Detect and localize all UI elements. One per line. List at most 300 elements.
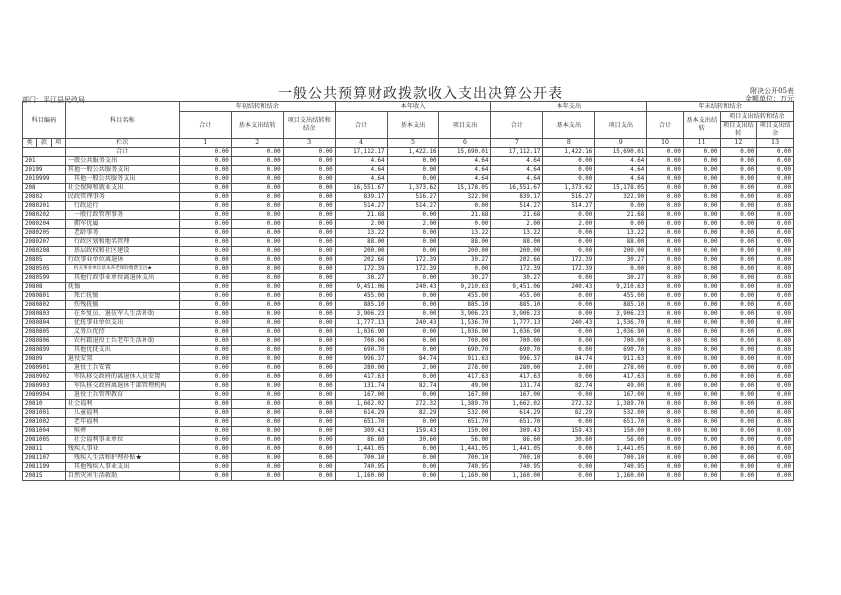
amount-cell: 0.00 bbox=[543, 391, 595, 400]
amount-cell: 0.00 bbox=[387, 166, 439, 175]
col-no: 8 bbox=[543, 139, 595, 148]
amount-cell: 0.00 bbox=[439, 220, 491, 229]
amount-cell: 0.00 bbox=[757, 184, 794, 193]
amount-cell: 0.00 bbox=[720, 454, 757, 463]
amount-cell: 200.00 bbox=[335, 247, 387, 256]
amount-cell: 0.00 bbox=[683, 346, 720, 355]
amount-cell: 0.00 bbox=[647, 166, 684, 175]
amount-cell: 0.00 bbox=[231, 427, 283, 436]
amount-cell: 0.00 bbox=[543, 247, 595, 256]
amount-cell: 0.00 bbox=[231, 166, 283, 175]
amount-cell: 159.43 bbox=[387, 427, 439, 436]
amount-cell: 0.00 bbox=[231, 175, 283, 184]
amount-cell: 0.00 bbox=[720, 337, 757, 346]
amount-cell: 0.00 bbox=[283, 391, 335, 400]
amount-cell: 0.00 bbox=[683, 211, 720, 220]
amount-cell: 0.00 bbox=[283, 202, 335, 211]
subject-code: 20802 bbox=[23, 193, 66, 202]
amount-cell: 240.43 bbox=[543, 283, 595, 292]
table-row bbox=[23, 427, 794, 436]
amount-cell: 0.00 bbox=[757, 292, 794, 301]
amount-cell: 740.95 bbox=[335, 463, 387, 472]
amount-cell: 417.63 bbox=[335, 373, 387, 382]
subject-code: 2080805 bbox=[23, 328, 66, 337]
amount-cell: 0.00 bbox=[283, 229, 335, 238]
amount-cell: 0.00 bbox=[757, 193, 794, 202]
amount-cell: 0.00 bbox=[231, 445, 283, 454]
amount-cell: 0.00 bbox=[231, 409, 283, 418]
amount-cell: 309.43 bbox=[491, 427, 543, 436]
total-cell: 15,690.01 bbox=[439, 148, 491, 157]
header-start-project: 项目支出结转和结余 bbox=[283, 112, 335, 139]
col-no: 5 bbox=[387, 139, 439, 148]
subject-code: 2080208 bbox=[23, 247, 66, 256]
subject-code: 20805 bbox=[23, 256, 66, 265]
amount-cell: 0.00 bbox=[543, 472, 595, 481]
amount-cell: 1,777.13 bbox=[491, 319, 543, 328]
amount-cell: 13.22 bbox=[335, 229, 387, 238]
amount-cell: 49.00 bbox=[595, 382, 647, 391]
amount-cell: 0.00 bbox=[757, 409, 794, 418]
amount-cell: 0.00 bbox=[683, 301, 720, 310]
amount-cell: 0.00 bbox=[683, 436, 720, 445]
header-code: 科目编码 bbox=[23, 102, 66, 139]
amount-cell: 30.27 bbox=[595, 256, 647, 265]
subject-name: 行政运行 bbox=[65, 202, 179, 211]
amount-cell: 0.00 bbox=[543, 346, 595, 355]
amount-cell: 0.00 bbox=[179, 382, 231, 391]
table-row bbox=[23, 319, 794, 328]
amount-cell: 0.00 bbox=[179, 373, 231, 382]
amount-cell: 240.43 bbox=[387, 283, 439, 292]
amount-cell: 0.00 bbox=[179, 220, 231, 229]
amount-cell: 0.00 bbox=[647, 211, 684, 220]
amount-cell: 159.43 bbox=[543, 427, 595, 436]
amount-cell: 700.10 bbox=[491, 454, 543, 463]
amount-cell: 240.43 bbox=[543, 319, 595, 328]
table-row bbox=[23, 436, 794, 445]
amount-cell: 0.00 bbox=[179, 256, 231, 265]
amount-cell: 167.00 bbox=[335, 391, 387, 400]
amount-cell: 0.00 bbox=[683, 184, 720, 193]
table-row bbox=[23, 373, 794, 382]
subject-name: 优抚事业单位支出 bbox=[65, 319, 179, 328]
amount-cell: 167.00 bbox=[491, 391, 543, 400]
amount-cell: 0.00 bbox=[757, 382, 794, 391]
amount-cell: 4.64 bbox=[491, 175, 543, 184]
amount-cell: 0.00 bbox=[179, 364, 231, 373]
amount-cell: 0.00 bbox=[231, 256, 283, 265]
amount-cell: 0.00 bbox=[647, 328, 684, 337]
table-row bbox=[23, 265, 794, 274]
amount-cell: 885.10 bbox=[335, 301, 387, 310]
subject-code: 2080899 bbox=[23, 346, 66, 355]
amount-cell: 0.00 bbox=[720, 265, 757, 274]
amount-cell: 88.00 bbox=[595, 238, 647, 247]
amount-cell: 0.00 bbox=[231, 220, 283, 229]
amount-cell: 322.90 bbox=[595, 193, 647, 202]
subject-code: 20808 bbox=[23, 283, 66, 292]
amount-cell: 0.00 bbox=[683, 193, 720, 202]
amount-cell: 0.00 bbox=[757, 220, 794, 229]
amount-cell: 651.70 bbox=[439, 418, 491, 427]
amount-cell: 0.00 bbox=[179, 391, 231, 400]
amount-cell: 0.00 bbox=[757, 355, 794, 364]
amount-cell: 0.00 bbox=[387, 238, 439, 247]
amount-cell: 514.27 bbox=[543, 202, 595, 211]
amount-cell: 0.00 bbox=[720, 391, 757, 400]
amount-cell: 455.00 bbox=[491, 292, 543, 301]
subject-code: 2080802 bbox=[23, 301, 66, 310]
subject-name: 军队移交政府的离退休人员安置 bbox=[65, 373, 179, 382]
amount-cell: 0.00 bbox=[647, 157, 684, 166]
amount-cell: 0.00 bbox=[231, 418, 283, 427]
table-row bbox=[23, 193, 794, 202]
amount-cell: 0.00 bbox=[179, 337, 231, 346]
amount-cell: 1,160.00 bbox=[335, 472, 387, 481]
amount-cell: 651.70 bbox=[491, 418, 543, 427]
amount-cell: 0.00 bbox=[387, 292, 439, 301]
amount-cell: 651.70 bbox=[595, 418, 647, 427]
subject-name: 义务兵优待 bbox=[65, 328, 179, 337]
subject-name: 在乡复员、退伍军人生活补助 bbox=[65, 310, 179, 319]
table-row bbox=[23, 346, 794, 355]
subject-code: 2080201 bbox=[23, 202, 66, 211]
amount-cell: 1,662.02 bbox=[335, 400, 387, 409]
subject-code: 2080599 bbox=[23, 274, 66, 283]
subject-name: 儿童福利 bbox=[65, 409, 179, 418]
amount-cell: 172.39 bbox=[387, 265, 439, 274]
total-cell: 0.00 bbox=[683, 148, 720, 157]
amount-cell: 0.00 bbox=[179, 193, 231, 202]
table-row bbox=[23, 472, 794, 481]
amount-cell: 0.00 bbox=[231, 472, 283, 481]
amount-cell: 0.00 bbox=[283, 409, 335, 418]
amount-cell: 4.64 bbox=[335, 175, 387, 184]
subject-name: 老龄事务 bbox=[65, 229, 179, 238]
amount-cell: 0.00 bbox=[683, 157, 720, 166]
amount-cell: 15,178.05 bbox=[439, 184, 491, 193]
total-cell: 0.00 bbox=[179, 148, 231, 157]
amount-cell: 278.00 bbox=[595, 364, 647, 373]
amount-cell: 1,662.02 bbox=[491, 400, 543, 409]
amount-cell: 0.00 bbox=[231, 211, 283, 220]
amount-cell: 0.00 bbox=[683, 166, 720, 175]
amount-cell: 0.00 bbox=[231, 319, 283, 328]
amount-cell: 0.00 bbox=[283, 301, 335, 310]
amount-cell: 0.00 bbox=[231, 454, 283, 463]
amount-cell: 0.00 bbox=[179, 346, 231, 355]
amount-cell: 0.00 bbox=[720, 328, 757, 337]
amount-cell: 0.00 bbox=[720, 346, 757, 355]
subject-name: 退役安置 bbox=[65, 355, 179, 364]
subject-code: 201 bbox=[23, 157, 66, 166]
amount-cell: 16,551.67 bbox=[335, 184, 387, 193]
amount-cell: 0.00 bbox=[283, 265, 335, 274]
subject-code: 208 bbox=[23, 184, 66, 193]
amount-cell: 0.00 bbox=[179, 328, 231, 337]
amount-cell: 0.00 bbox=[231, 382, 283, 391]
amount-cell: 0.00 bbox=[757, 328, 794, 337]
amount-cell: 0.00 bbox=[387, 463, 439, 472]
amount-cell: 9,210.63 bbox=[595, 283, 647, 292]
amount-cell: 690.70 bbox=[439, 346, 491, 355]
table-row bbox=[23, 445, 794, 454]
amount-cell: 0.00 bbox=[179, 355, 231, 364]
amount-cell: 49.00 bbox=[439, 382, 491, 391]
total-cell: 0.00 bbox=[231, 148, 283, 157]
amount-cell: 200.00 bbox=[439, 247, 491, 256]
amount-cell: 740.95 bbox=[595, 463, 647, 472]
col-no: 10 bbox=[647, 139, 684, 148]
amount-cell: 4.64 bbox=[439, 166, 491, 175]
amount-cell: 0.00 bbox=[757, 436, 794, 445]
total-cell: 1,422.16 bbox=[543, 148, 595, 157]
table-row bbox=[23, 256, 794, 265]
amount-cell: 0.00 bbox=[720, 463, 757, 472]
amount-cell: 0.00 bbox=[179, 319, 231, 328]
total-cell: 0.00 bbox=[647, 148, 684, 157]
amount-cell: 0.00 bbox=[387, 391, 439, 400]
amount-cell: 0.00 bbox=[231, 364, 283, 373]
amount-cell: 1,441.05 bbox=[491, 445, 543, 454]
amount-cell: 0.00 bbox=[647, 463, 684, 472]
table-row bbox=[23, 292, 794, 301]
table-row bbox=[23, 283, 794, 292]
amount-cell: 0.00 bbox=[231, 265, 283, 274]
amount-cell: 0.00 bbox=[683, 382, 720, 391]
amount-cell: 839.17 bbox=[335, 193, 387, 202]
amount-cell: 0.00 bbox=[283, 166, 335, 175]
amount-cell: 0.00 bbox=[179, 202, 231, 211]
col-no: 3 bbox=[283, 139, 335, 148]
amount-cell: 4.64 bbox=[595, 175, 647, 184]
amount-cell: 13.22 bbox=[439, 229, 491, 238]
amount-cell: 0.00 bbox=[543, 211, 595, 220]
amount-cell: 0.00 bbox=[283, 355, 335, 364]
subject-code: 2080804 bbox=[23, 319, 66, 328]
amount-cell: 1,036.90 bbox=[335, 328, 387, 337]
subject-code: 20809 bbox=[23, 355, 66, 364]
amount-cell: 30.60 bbox=[543, 436, 595, 445]
table-row bbox=[23, 391, 794, 400]
amount-cell: 0.00 bbox=[283, 184, 335, 193]
amount-cell: 0.00 bbox=[179, 454, 231, 463]
amount-cell: 167.00 bbox=[595, 391, 647, 400]
subject-code: 20811 bbox=[23, 445, 66, 454]
subject-name: 社会保障和就业支出 bbox=[65, 184, 179, 193]
amount-cell: 700.00 bbox=[335, 337, 387, 346]
table-row bbox=[23, 310, 794, 319]
amount-cell: 1,373.62 bbox=[543, 184, 595, 193]
table-row bbox=[23, 328, 794, 337]
amount-cell: 0.00 bbox=[179, 418, 231, 427]
subject-name: 行政事业单位离退休 bbox=[65, 256, 179, 265]
table-row bbox=[23, 211, 794, 220]
amount-cell: 0.00 bbox=[757, 274, 794, 283]
amount-cell: 0.00 bbox=[595, 220, 647, 229]
total-cell: 0.00 bbox=[757, 148, 794, 157]
amount-cell: 0.00 bbox=[720, 202, 757, 211]
amount-cell: 0.00 bbox=[543, 166, 595, 175]
col-no: 4 bbox=[335, 139, 387, 148]
subject-code: 20810 bbox=[23, 400, 66, 409]
amount-cell: 0.00 bbox=[757, 454, 794, 463]
amount-cell: 82.29 bbox=[387, 409, 439, 418]
amount-cell: 0.00 bbox=[387, 211, 439, 220]
amount-cell: 0.00 bbox=[543, 301, 595, 310]
amount-cell: 0.00 bbox=[683, 427, 720, 436]
amount-cell: 200.00 bbox=[491, 247, 543, 256]
amount-cell: 0.00 bbox=[720, 256, 757, 265]
amount-cell: 996.37 bbox=[335, 355, 387, 364]
amount-cell: 1,160.00 bbox=[439, 472, 491, 481]
lei-label: 类 bbox=[23, 139, 37, 148]
amount-cell: 0.00 bbox=[647, 292, 684, 301]
header-end-total: 合计 bbox=[647, 112, 684, 139]
subject-code: 20815 bbox=[23, 472, 66, 481]
amount-cell: 0.00 bbox=[231, 310, 283, 319]
amount-cell: 0.00 bbox=[387, 373, 439, 382]
amount-cell: 30.60 bbox=[387, 436, 439, 445]
amount-cell: 0.00 bbox=[283, 373, 335, 382]
amount-cell: 272.32 bbox=[543, 400, 595, 409]
amount-cell: 4.64 bbox=[595, 157, 647, 166]
table-row bbox=[23, 400, 794, 409]
header-income-project: 项目支出 bbox=[439, 112, 491, 139]
amount-cell: 0.00 bbox=[231, 436, 283, 445]
subject-code: 2080904 bbox=[23, 391, 66, 400]
amount-cell: 0.00 bbox=[283, 454, 335, 463]
amount-cell: 0.00 bbox=[231, 283, 283, 292]
subject-name: 退役士兵管理教育 bbox=[65, 391, 179, 400]
amount-cell: 2.00 bbox=[491, 220, 543, 229]
amount-cell: 56.00 bbox=[439, 436, 491, 445]
table-row bbox=[23, 157, 794, 166]
amount-cell: 0.00 bbox=[683, 472, 720, 481]
amount-cell: 0.00 bbox=[757, 238, 794, 247]
page-title: 一般公共预算财政拨款收入支出决算公开表 bbox=[278, 86, 563, 102]
amount-cell: 0.00 bbox=[647, 472, 684, 481]
amount-cell: 0.00 bbox=[683, 319, 720, 328]
form-number: 附决公开05表 bbox=[750, 87, 794, 95]
amount-cell: 0.00 bbox=[231, 337, 283, 346]
amount-cell: 0.00 bbox=[179, 166, 231, 175]
amount-cell: 2.00 bbox=[543, 220, 595, 229]
amount-cell: 0.00 bbox=[757, 247, 794, 256]
amount-cell: 0.00 bbox=[179, 184, 231, 193]
amount-cell: 0.00 bbox=[647, 436, 684, 445]
amount-cell: 21.68 bbox=[439, 211, 491, 220]
total-cell: 17,112.17 bbox=[335, 148, 387, 157]
amount-cell: 0.00 bbox=[543, 373, 595, 382]
subject-name: 自然灾害生活救助 bbox=[65, 472, 179, 481]
amount-cell: 4.64 bbox=[439, 157, 491, 166]
amount-cell: 3,906.23 bbox=[439, 310, 491, 319]
amount-cell: 0.00 bbox=[231, 355, 283, 364]
amount-cell: 0.00 bbox=[720, 364, 757, 373]
amount-cell: 0.00 bbox=[231, 229, 283, 238]
amount-cell: 1,036.90 bbox=[439, 328, 491, 337]
amount-cell: 0.00 bbox=[283, 193, 335, 202]
amount-cell: 0.00 bbox=[231, 274, 283, 283]
amount-cell: 9,451.06 bbox=[491, 283, 543, 292]
amount-cell: 2.00 bbox=[335, 220, 387, 229]
amount-cell: 0.00 bbox=[683, 463, 720, 472]
amount-cell: 0.00 bbox=[647, 346, 684, 355]
col-no: 11 bbox=[683, 139, 720, 148]
amount-cell: 0.00 bbox=[757, 229, 794, 238]
amount-cell: 88.00 bbox=[439, 238, 491, 247]
amount-cell: 0.00 bbox=[647, 310, 684, 319]
table-row bbox=[23, 463, 794, 472]
amount-cell: 0.00 bbox=[283, 400, 335, 409]
amount-cell: 4.64 bbox=[335, 157, 387, 166]
amount-cell: 700.00 bbox=[439, 337, 491, 346]
amount-cell: 0.00 bbox=[647, 319, 684, 328]
amount-cell: 0.00 bbox=[231, 463, 283, 472]
amount-cell: 0.00 bbox=[543, 175, 595, 184]
subject-name: 伤残抚恤 bbox=[65, 301, 179, 310]
total-cell: 17,112.17 bbox=[491, 148, 543, 157]
subject-name: 其他行政事业单位离退休支出 bbox=[65, 274, 179, 283]
amount-cell: 0.00 bbox=[647, 265, 684, 274]
amount-cell: 700.00 bbox=[595, 337, 647, 346]
amount-cell: 911.63 bbox=[439, 355, 491, 364]
subject-code: 2081004 bbox=[23, 427, 66, 436]
amount-cell: 0.00 bbox=[179, 238, 231, 247]
amount-cell: 0.00 bbox=[283, 337, 335, 346]
amount-cell: 0.00 bbox=[387, 247, 439, 256]
subject-name: 农村籍退役士兵老年生活补助 bbox=[65, 337, 179, 346]
amount-cell: 0.00 bbox=[757, 301, 794, 310]
subject-name: 死亡抚恤 bbox=[65, 292, 179, 301]
amount-cell: 0.00 bbox=[647, 301, 684, 310]
amount-cell: 0.00 bbox=[757, 157, 794, 166]
amount-cell: 700.10 bbox=[335, 454, 387, 463]
amount-cell: 700.10 bbox=[439, 454, 491, 463]
amount-cell: 885.10 bbox=[439, 301, 491, 310]
amount-cell: 0.00 bbox=[720, 211, 757, 220]
amount-cell: 1,373.62 bbox=[387, 184, 439, 193]
subject-code: 2081005 bbox=[23, 436, 66, 445]
amount-cell: 0.00 bbox=[179, 445, 231, 454]
budget-table bbox=[22, 101, 794, 481]
amount-cell: 0.00 bbox=[720, 184, 757, 193]
amount-cell: 0.00 bbox=[283, 247, 335, 256]
amount-cell: 0.00 bbox=[543, 238, 595, 247]
amount-cell: 0.00 bbox=[720, 220, 757, 229]
amount-cell: 0.00 bbox=[387, 346, 439, 355]
amount-cell: 1,160.00 bbox=[595, 472, 647, 481]
amount-cell: 0.00 bbox=[683, 175, 720, 184]
amount-cell: 455.00 bbox=[335, 292, 387, 301]
subject-code: 2080902 bbox=[23, 373, 66, 382]
amount-cell: 21.68 bbox=[335, 211, 387, 220]
amount-cell: 0.00 bbox=[683, 256, 720, 265]
amount-cell: 0.00 bbox=[231, 247, 283, 256]
amount-cell: 3,906.23 bbox=[491, 310, 543, 319]
amount-cell: 0.00 bbox=[683, 265, 720, 274]
amount-cell: 0.00 bbox=[231, 292, 283, 301]
amount-cell: 0.00 bbox=[283, 346, 335, 355]
header-group-income: 本年收入 bbox=[335, 102, 491, 112]
amount-cell: 172.39 bbox=[491, 265, 543, 274]
amount-cell: 0.00 bbox=[683, 400, 720, 409]
amount-cell: 1,777.13 bbox=[335, 319, 387, 328]
amount-cell: 0.00 bbox=[231, 238, 283, 247]
amount-cell: 278.00 bbox=[439, 364, 491, 373]
